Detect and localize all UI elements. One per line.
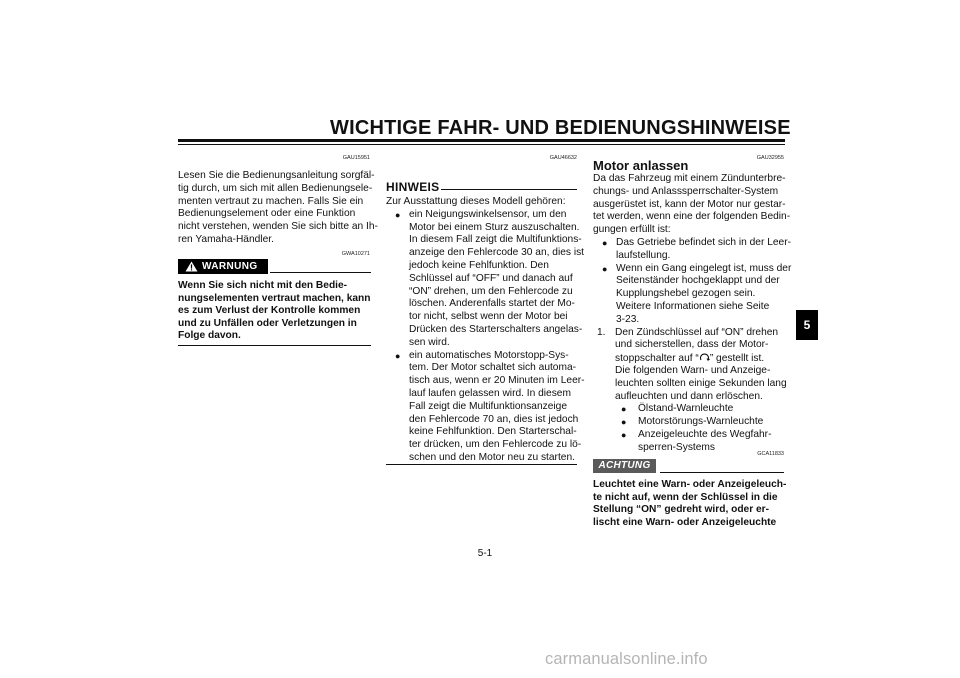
bullet-icon: ● (602, 237, 608, 248)
bullet-icon: ● (602, 263, 608, 274)
bullet-icon: ● (621, 429, 627, 440)
list-item (386, 349, 585, 465)
watermark: carmanualsonline.info (545, 650, 708, 668)
text-line: den Fehlercode 70 an, dies ist jedoch (409, 413, 579, 425)
text-line: ausgerüstet ist, kann der Motor nur gestar- (593, 198, 786, 210)
text-line: tem. Der Motor schaltet sich automa- (409, 362, 577, 374)
bullet-icon: ● (621, 417, 627, 428)
page-number: 5-1 (477, 548, 493, 559)
text-line: schen und den Motor neu zu starten. (409, 451, 575, 463)
header-rule-thick (178, 139, 785, 142)
caution-rule (660, 472, 784, 473)
text-line: Stellung “ON” gedreht wird, oder er- (593, 504, 770, 516)
section-code: GAU32955 (756, 155, 784, 161)
text-line: Leuchtet eine Warn- oder Anzeigeleuch- (593, 479, 787, 490)
list-item (386, 208, 585, 350)
text-line: es zum Verlust der Kontrolle kommen (178, 305, 361, 317)
text-line: gungen erfüllt ist: (593, 224, 671, 236)
header-rule-thin (178, 144, 785, 145)
text-line: Folge davon. (178, 330, 241, 342)
note-bottom-rule (386, 464, 577, 465)
warning-label: WARNUNG (202, 261, 258, 272)
text-line: tisch aus, wenn er 20 Minuten im Leer- (409, 375, 585, 387)
section-code: GAU46632 (549, 155, 577, 161)
text-line: ter drücken, um den Fehlercode zu lö- (409, 439, 582, 451)
text-fragment: stoppschalter auf “ (615, 353, 699, 365)
engine-run-icon (699, 352, 710, 362)
section-code: GAU15951 (342, 155, 370, 161)
text-line: Motor bei einem Sturz auszuschalten. (409, 221, 580, 233)
bullet-icon: ● (395, 209, 401, 220)
caution-label: ACHTUNG (593, 459, 656, 473)
text-line: 3-23. (616, 313, 640, 325)
caution-text (593, 479, 788, 529)
text-line: menten vertraut zu machen. Falls Sie ein (178, 195, 364, 207)
text-line: nicht verstehen, wenden Sie sich bitte an Ih- (178, 221, 378, 233)
text-line: te nicht auf, wenn der Schlüssel in die (593, 491, 778, 503)
warning-triangle-icon (185, 261, 198, 277)
text-line: Drücken des Starterschalters angelas- (409, 323, 583, 335)
text-line: keine Fehlfunktion. Den Starterschal- (409, 426, 577, 438)
warning-bottom-rule (178, 345, 371, 346)
text-line: ren Yamaha-Händler. (178, 233, 274, 245)
text-line: Weitere Informationen siehe Seite (616, 300, 770, 312)
text-line: anzeige den Fehlercode 30 an, dies ist (409, 247, 585, 259)
text-fragment: ” gestellt ist. (709, 353, 765, 365)
warning-rule (270, 272, 371, 273)
text-line: Das Getriebe befindet sich in der Leer- (616, 236, 791, 248)
text-line: sperren-Systems (638, 441, 715, 453)
caution-code: GCA11833 (757, 451, 784, 457)
text-line: Ölstand-Warnleuchte (638, 403, 734, 415)
warning-label-box (178, 259, 268, 274)
text-line: Lesen Sie die Bedienungsanleitung sorgfäl- (178, 170, 375, 181)
text-line: Da das Fahrzeug mit einem Zündunterbre- (593, 173, 786, 184)
list-item (593, 237, 791, 263)
warning-text (178, 280, 373, 343)
numbered-step (593, 327, 791, 455)
text-line (615, 352, 791, 365)
note-title: HINWEIS (386, 180, 440, 194)
text-line: laufstellung. (616, 249, 671, 261)
text-line: aufleuchten und dann erlöschen. (615, 390, 763, 402)
step-number: 1. (597, 326, 606, 338)
list-item (593, 263, 791, 327)
page-title: WICHTIGE FAHR- UND BEDIENUNGSHINWEISE (330, 117, 791, 139)
text-line: löschen. Anderenfalls startet der Mo- (409, 298, 575, 310)
note-body (386, 196, 585, 465)
text-line: In diesem Fall zeigt die Multifunktions- (409, 234, 582, 246)
text-line: tig durch, um sich mit allen Bedienungsele- (178, 182, 373, 194)
section-body (593, 173, 791, 455)
text-line: jedoch keine Fehlfunktion. Den (409, 259, 549, 271)
text-line: Wenn ein Gang eingelegt ist, muss der (616, 262, 792, 274)
text-line: Kupplungshebel gezogen sein. (616, 288, 756, 300)
text-line: und zu Unfällen oder Verletzungen in (178, 317, 357, 329)
bullet-icon: ● (621, 404, 627, 415)
text-line: und sicherstellen, dass der Motor- (615, 339, 769, 351)
text-line: Bedienungselement oder eine Funktion (178, 208, 356, 220)
text-line: ein Neigungswinkelsensor, um den (409, 208, 567, 220)
text-line: Anzeigeleuchte des Wegfahr- (638, 428, 772, 440)
sub-list-item (615, 403, 791, 416)
text-line: ein automatisches Motorstopp-Sys- (409, 349, 569, 361)
sub-list-item (615, 416, 791, 429)
text-line: Motorstörungs-Warnleuchte (638, 416, 764, 428)
text-line: leuchten sollten einige Sekunden lang (615, 377, 787, 389)
note-title-rule (441, 189, 577, 190)
text-line: nungselementen vertraut machen, kann (178, 292, 371, 304)
text-line: Fall zeigt die Multifunktionsanzeige (409, 400, 567, 412)
section-heading: Motor anlassen (593, 158, 689, 173)
text-line: Wenn Sie sich nicht mit den Bedie- (178, 280, 348, 291)
text-line: Schlüssel auf “OFF” und danach auf (409, 272, 573, 284)
warning-code: GWA10271 (341, 251, 370, 257)
text-line: Seitenständer hochgeklappt und der (616, 275, 780, 287)
text-line: sen wird. (409, 336, 450, 348)
intro-paragraph (178, 170, 378, 247)
text-line: Den Zündschlüssel auf “ON” drehen (615, 326, 779, 338)
text-line: tet werden, wenn eine der folgenden Bedin- (593, 211, 791, 223)
text-line: “ON” drehen, um den Fehlercode zu (409, 285, 573, 297)
chapter-tab: 5 (796, 310, 818, 340)
text-line: Die folgenden Warn- und Anzeige- (615, 364, 771, 376)
bullet-icon: ● (395, 350, 401, 361)
text-line: lauf laufen gelassen wird. In diesem (409, 387, 571, 399)
note-intro: Zur Ausstattung dieses Modell gehören: (386, 196, 566, 207)
text-line: lischt eine Warn- oder Anzeigeleuchte (593, 516, 777, 528)
text-line: tor nicht, selbst wenn der Motor bei (409, 311, 568, 323)
text-line: chungs- und Anlasssperrschalter-System (593, 185, 779, 197)
